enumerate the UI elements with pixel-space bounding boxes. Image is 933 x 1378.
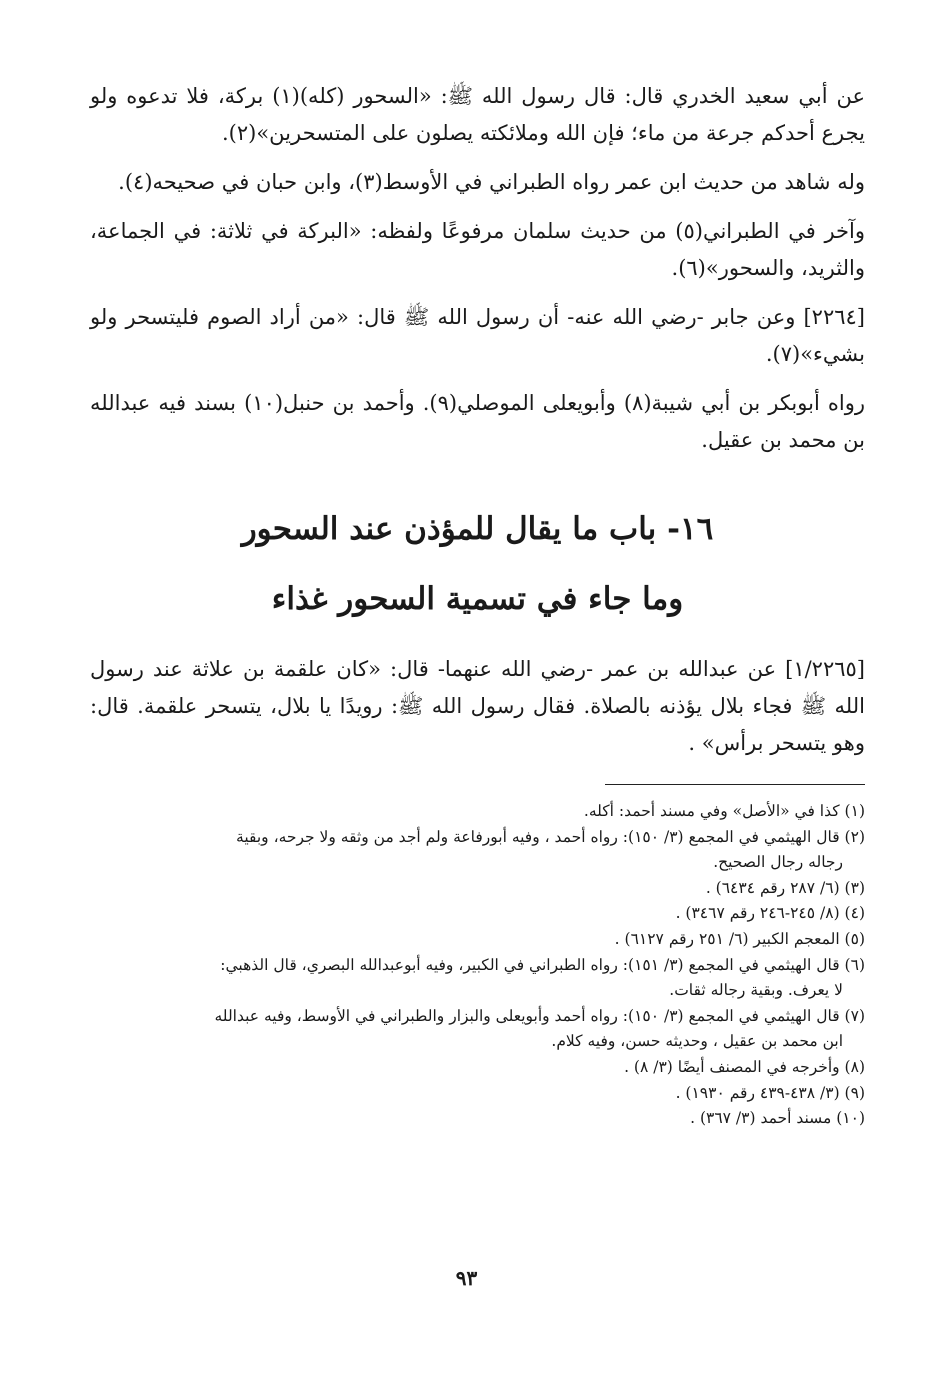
footnote-continuation: رجاله رجال الصحيح. (713, 853, 843, 872)
footnotes-section (90, 799, 865, 1132)
footnote-1 (90, 799, 865, 825)
footnote-10 (90, 1106, 865, 1132)
paragraph-abu-said: عن أبي سعيد الخدري قال: قال رسول الله ﷺ: «السحور (كله)(١) بركة، فلا تدعوه ولو يجرع أحدكم جرعة من ماء؛ فإن الله وملائكته يصلون على المتسحرين»(٢). (90, 84, 865, 145)
footnote-text: (٦) قال الهيثمي في المجمع (٣/ ١٥١): رواه الطبراني في الكبير، وفيه أبوعبدالله البصري، قال الذهبي: (220, 955, 865, 974)
footnote-8 (90, 1055, 865, 1081)
footnote-divider (605, 784, 865, 785)
footnote-text: (١٠) مسند أحمد (٣/ ٣٦٧) . (690, 1109, 865, 1128)
footnote-text: (١) كذا في «الأصل» وفي مسند أحمد: أكله. (583, 802, 865, 820)
footnote-5 (90, 927, 865, 953)
paragraph-hadith-2264: [٢٢٦٤] وعن جابر -رضي الله عنه- أن رسول الله ﷺ قال: «من أراد الصوم فليتسحر ولو بشيء»(٧). (90, 305, 865, 366)
footnote-text: (٥) المعجم الكبير (٦/ ٢٥١ رقم ٦١٢٧) . (614, 929, 865, 948)
page-body (90, 78, 865, 1132)
footnote-text: (٤) (٨/ ٢٤٥-٢٤٦ رقم ٣٤٦٧) . (675, 904, 865, 923)
footnote-9 (90, 1081, 865, 1107)
page-number: ٩٣ (455, 1266, 478, 1290)
footnote-text: (٧) قال الهيثمي في المجمع (٣/ ١٥٠): رواه أحمد وأبويعلى والبزار والطبراني في الأوسط، وفيه عبدالله (214, 1006, 865, 1025)
footnote-3 (90, 876, 865, 902)
chapter-heading-line2: وما جاء في تسمية السحور غذاء (271, 581, 684, 617)
footnote-2 (90, 825, 865, 876)
footnote-7 (90, 1004, 865, 1055)
footnote-text: (٢) قال الهيثمي في المجمع (٣/ ١٥٠): رواه أحمد ، وفيه أبورفاعة ولم أجد من وثقه ولا جرحه، وبقية (236, 827, 865, 846)
footnote-4 (90, 901, 865, 927)
footnote-text: (٨) وأخرجه في المصنف أيضًا (٣/ ٨) . (624, 1057, 865, 1076)
chapter-heading-line1: ١٦- باب ما يقال للمؤذن عند السحور (241, 511, 714, 547)
footnote-6 (90, 953, 865, 1004)
paragraph-narration-sources: رواه أبوبكر بن أبي شيبة(٨) وأبويعلى الموصلي(٩). وأحمد بن حنبل(١٠) بسند فيه عبدالله بن محمد بن عقيل. (90, 391, 865, 452)
footnote-text: (٩) (٣/ ٤٣٨-٤٣٩ رقم ١٩٣٠) . (675, 1083, 865, 1102)
footnote-continuation: ابن محمد بن عقيل ، وحديثه حسن، وفيه كلام. (551, 1032, 843, 1051)
paragraph-hadith-2265: [١/٢٢٦٥] عن عبدالله بن عمر -رضي الله عنهما- قال: «كان علقمة بن علاثة عند رسول الله ﷺ فجاء بلال يؤذنه بالصلاة. فقال رسول الله ﷺ: رويدًا يا بلال، يتسحر علقمة. قال: وهو يتسحر برأس» . (90, 657, 865, 755)
paragraph-witness-ibn-umar: وله شاهد من حديث ابن عمر رواه الطبراني في الأوسط(٣)، وابن حبان في صحيحه(٤). (118, 170, 865, 194)
footnote-text: (٣) (٦/ ٢٨٧ رقم ٦٤٣٤) . (705, 878, 865, 897)
paragraph-tabarani-salman: وآخر في الطبراني(٥) من حديث سلمان مرفوعًا ولفظه: «البركة في ثلاثة: في الجماعة، والثريد، والسحور»(٦). (90, 219, 865, 280)
footnote-continuation: لا يعرف. وبقية رجاله ثقات. (669, 981, 843, 1000)
